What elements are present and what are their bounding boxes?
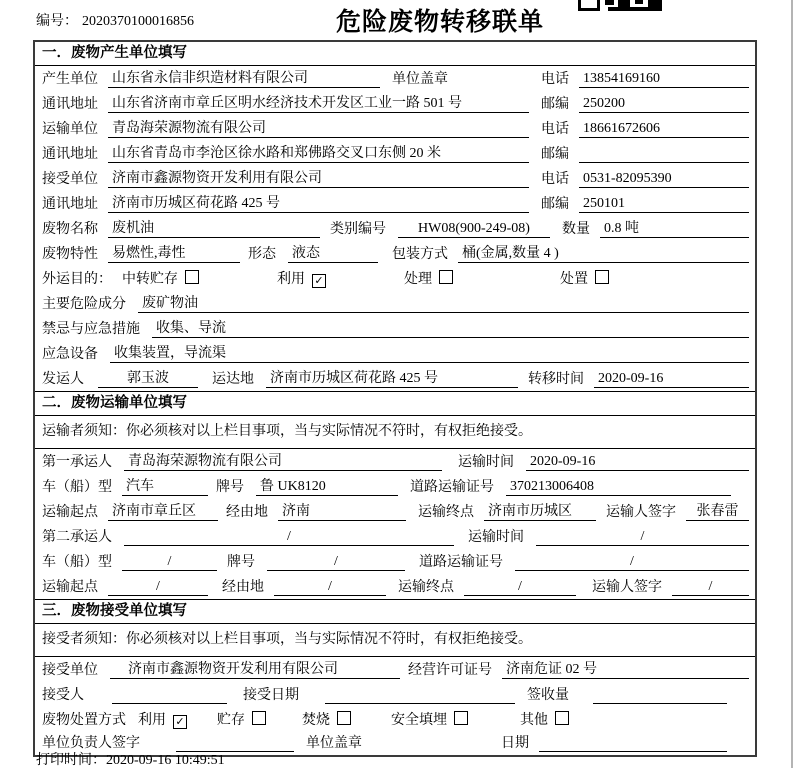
- row-waste-properties: [35, 241, 755, 266]
- origin-value2: /: [108, 579, 208, 596]
- zip-label: 邮编: [541, 197, 569, 212]
- accept-date-label: 接受日期: [243, 688, 299, 703]
- address-label: 通讯地址: [42, 97, 98, 112]
- checkbox: ✓: [173, 715, 187, 729]
- transport-time-label: 运输时间: [458, 455, 514, 470]
- phone-label: 电话: [541, 122, 569, 137]
- row-route2: [35, 574, 755, 599]
- serial-label: 编号：: [36, 14, 78, 29]
- row-transporter-address: [35, 141, 755, 166]
- option-utilize: 利用 ✓: [138, 709, 187, 729]
- measures-value: 收集、导流: [152, 317, 749, 338]
- row-producer-address: [35, 91, 755, 116]
- print-time-label: 打印时间：: [36, 753, 106, 768]
- producer-phone: 13854169160: [579, 71, 749, 88]
- checkbox: ✓: [312, 274, 326, 288]
- carrier-signature2: /: [672, 579, 749, 596]
- carrier1-label: 第一承运人: [42, 455, 112, 470]
- transfer-time-label: 转移时间: [528, 372, 584, 387]
- terminus-label: 运输终点: [398, 580, 454, 595]
- phone-label: 电话: [541, 172, 569, 187]
- vehicle-type2: /: [122, 554, 217, 571]
- checkbox: [555, 711, 569, 725]
- row-transfer-purpose: [35, 266, 755, 291]
- waste-name-label: 废物名称: [42, 222, 98, 237]
- print-time-value: 2020-09-16 10:49:51: [106, 753, 225, 768]
- option-landfill: 安全填埋: [391, 709, 468, 729]
- checkbox: [185, 270, 199, 284]
- row-vehicle1: [35, 474, 755, 499]
- plate-label: 牌号: [216, 480, 244, 495]
- row-receiver-address: [35, 191, 755, 216]
- road-cert-label: 道路运输证号: [419, 555, 503, 570]
- producer-label: 产生单位: [42, 72, 98, 87]
- transfer-time: 2020-09-16: [594, 371, 749, 388]
- option-treat: 处理: [404, 268, 453, 288]
- qr-code-fragment: [578, 0, 668, 12]
- quantity-label: 数量: [562, 222, 590, 237]
- waste-props-label: 废物特性: [42, 247, 98, 262]
- option-incinerate: 焚烧: [302, 709, 351, 729]
- option-storage: 贮存: [217, 709, 266, 729]
- transporter-label: 运输单位: [42, 122, 98, 137]
- checkbox: [595, 270, 609, 284]
- row-emergency-measures: [35, 316, 755, 341]
- transporter-phone: 18661672606: [579, 121, 749, 138]
- option-other: 其他: [520, 709, 569, 729]
- packing-value: 桶(金属,数量 4 ): [458, 242, 749, 263]
- checkbox: [337, 711, 351, 725]
- carrier-signature: 张春雷: [686, 500, 749, 521]
- date-label: 日期: [501, 736, 529, 751]
- page-edge-line: [791, 0, 793, 768]
- transport-time: 2020-09-16: [526, 454, 749, 471]
- category-code: HW08(900-249-08): [398, 221, 550, 238]
- acceptor-name: [112, 687, 227, 704]
- equipment-label: 应急设备: [42, 347, 98, 362]
- terminus-value: 济南市历城区: [484, 500, 596, 521]
- via-value2: /: [274, 579, 386, 596]
- receiver-label: 接受单位: [42, 172, 98, 187]
- transporter-value: 青岛海荣源物流有限公司: [108, 117, 529, 138]
- acceptor-label: 接受人: [42, 688, 84, 703]
- row-shipper: [35, 366, 755, 391]
- packing-label: 包装方式: [392, 247, 448, 262]
- row-vehicle2: [35, 549, 755, 574]
- unit-seal-label: 单位盖章: [306, 736, 362, 751]
- row-transporter: [35, 116, 755, 141]
- waste-props-value: 易燃性,毒性: [108, 242, 240, 263]
- license-label: 经营许可证号: [408, 663, 492, 678]
- terminus-value2: /: [464, 579, 576, 596]
- zip-label: 邮编: [541, 97, 569, 112]
- carrier-sign-label: 运输人签字: [606, 505, 676, 520]
- shipper-name: 郭玉波: [98, 367, 198, 388]
- via-label: 经由地: [222, 580, 264, 595]
- accepting-unit-value: 济南市鑫源物资开发利用有限公司: [110, 658, 400, 679]
- vehicle-type: 汽车: [122, 475, 208, 496]
- row-first-carrier: [35, 449, 755, 474]
- phone-label: 电话: [541, 72, 569, 87]
- row-hazard-components: [35, 291, 755, 316]
- row-second-carrier: [35, 524, 755, 549]
- row-acceptor: [35, 682, 755, 707]
- serial-number: 2020370100016856: [82, 14, 194, 29]
- form-title: 危险废物转移联单: [336, 9, 545, 36]
- receiver-phone: 0531-82095390: [579, 171, 749, 188]
- equipment-value: 收集装置，导流渠: [110, 342, 749, 363]
- receiver-zip: 250101: [579, 196, 749, 213]
- accept-date: [325, 687, 515, 704]
- option-utilize: 利用 ✓: [277, 268, 326, 288]
- transport-time2: /: [536, 529, 749, 546]
- road-cert-number2: /: [515, 554, 749, 571]
- address-label: 通讯地址: [42, 197, 98, 212]
- date-value: [539, 735, 727, 752]
- checkbox: [454, 711, 468, 725]
- transport-time-label: 运输时间: [468, 530, 524, 545]
- received-qty-label: 签收量: [527, 688, 569, 703]
- hazard-label: 主要危险成分: [42, 297, 126, 312]
- shipper-label: 发运人: [42, 372, 84, 387]
- purpose-label: 外运目的：: [42, 272, 112, 287]
- responsible-sign-label: 单位负责人签字: [42, 736, 140, 751]
- waste-name-value: 废机油: [108, 217, 320, 238]
- receiver-value: 济南市鑫源物资开发利用有限公司: [108, 167, 529, 188]
- transporter-zip: [579, 146, 749, 163]
- carrier2-value: /: [124, 529, 454, 546]
- receiver-address: 济南市历城区荷花路 425 号: [108, 192, 529, 213]
- row-receiver: [35, 166, 755, 191]
- section2-header: 二．废物运输单位填写: [35, 391, 755, 416]
- option-transit-storage: 中转贮存: [122, 268, 199, 288]
- disposal-label: 废物处置方式: [42, 713, 126, 728]
- license-number: 济南危证 02 号: [502, 658, 749, 679]
- section1-header: 一．废物产生单位填写: [35, 42, 755, 66]
- checkbox: [252, 711, 266, 725]
- plate-label: 牌号: [227, 555, 255, 570]
- producer-zip: 250200: [579, 96, 749, 113]
- address-label: 通讯地址: [42, 147, 98, 162]
- seal-label: 单位盖章: [392, 72, 448, 87]
- received-qty: [593, 687, 727, 704]
- accepting-unit-label: 接受单位: [42, 663, 98, 678]
- option-dispose: 处置: [560, 268, 609, 288]
- category-label: 类别编号: [330, 222, 386, 237]
- terminus-label: 运输终点: [418, 505, 474, 520]
- road-cert-number: 370213006408: [506, 479, 731, 496]
- serial-number-line: [36, 10, 194, 30]
- measures-label: 禁忌与应急措施: [42, 322, 140, 337]
- carrier-sign-label: 运输人签字: [592, 580, 662, 595]
- row-emergency-equipment: [35, 341, 755, 366]
- producer-value: 山东省永信非织造材料有限公司: [108, 67, 380, 88]
- row-route1: [35, 499, 755, 524]
- vehicle-type-label: 车（船）型: [42, 555, 112, 570]
- plate-number: 鲁 UK8120: [256, 475, 398, 496]
- hazard-value: 废矿物油: [138, 292, 749, 313]
- zip-label: 邮编: [541, 147, 569, 162]
- carrier1-value: 青岛海荣源物流有限公司: [124, 450, 442, 471]
- via-value: 济南: [278, 500, 406, 521]
- section3-header: 三．废物接受单位填写: [35, 599, 755, 624]
- destination-label: 运达地: [212, 372, 254, 387]
- destination-value: 济南市历城区荷花路 425 号: [266, 367, 518, 388]
- quantity-value: 0.8 吨: [600, 217, 749, 238]
- row-accepting-unit: [35, 657, 755, 682]
- via-label: 经由地: [226, 505, 268, 520]
- origin-label: 运输起点: [42, 505, 98, 520]
- row-disposal-method: [35, 707, 755, 732]
- transporter-notice: 运输者须知：你必须核对以上栏目事项，当与实际情况不符时，有权拒绝接受。: [35, 416, 755, 449]
- form-table: [33, 40, 757, 757]
- origin-value: 济南市章丘区: [108, 500, 218, 521]
- origin-label: 运输起点: [42, 580, 98, 595]
- form-state-label: 形态: [248, 247, 276, 262]
- checkbox: [439, 270, 453, 284]
- form-state-value: 液态: [288, 242, 378, 263]
- print-time-line: [36, 749, 225, 768]
- transporter-address: 山东省青岛市李沧区徐水路和郑佛路交叉口东侧 20 米: [108, 142, 529, 163]
- vehicle-type-label: 车（船）型: [42, 480, 112, 495]
- row-waste-name: [35, 216, 755, 241]
- receiver-notice: 接受者须知：你必须核对以上栏目事项，当与实际情况不符时，有权拒绝接受。: [35, 624, 755, 657]
- producer-address: 山东省济南市章丘区明水经济技术开发区工业一路 501 号: [108, 92, 529, 113]
- carrier2-label: 第二承运人: [42, 530, 112, 545]
- plate-number2: /: [267, 554, 405, 571]
- row-producer: [35, 66, 755, 91]
- road-cert-label: 道路运输证号: [410, 480, 494, 495]
